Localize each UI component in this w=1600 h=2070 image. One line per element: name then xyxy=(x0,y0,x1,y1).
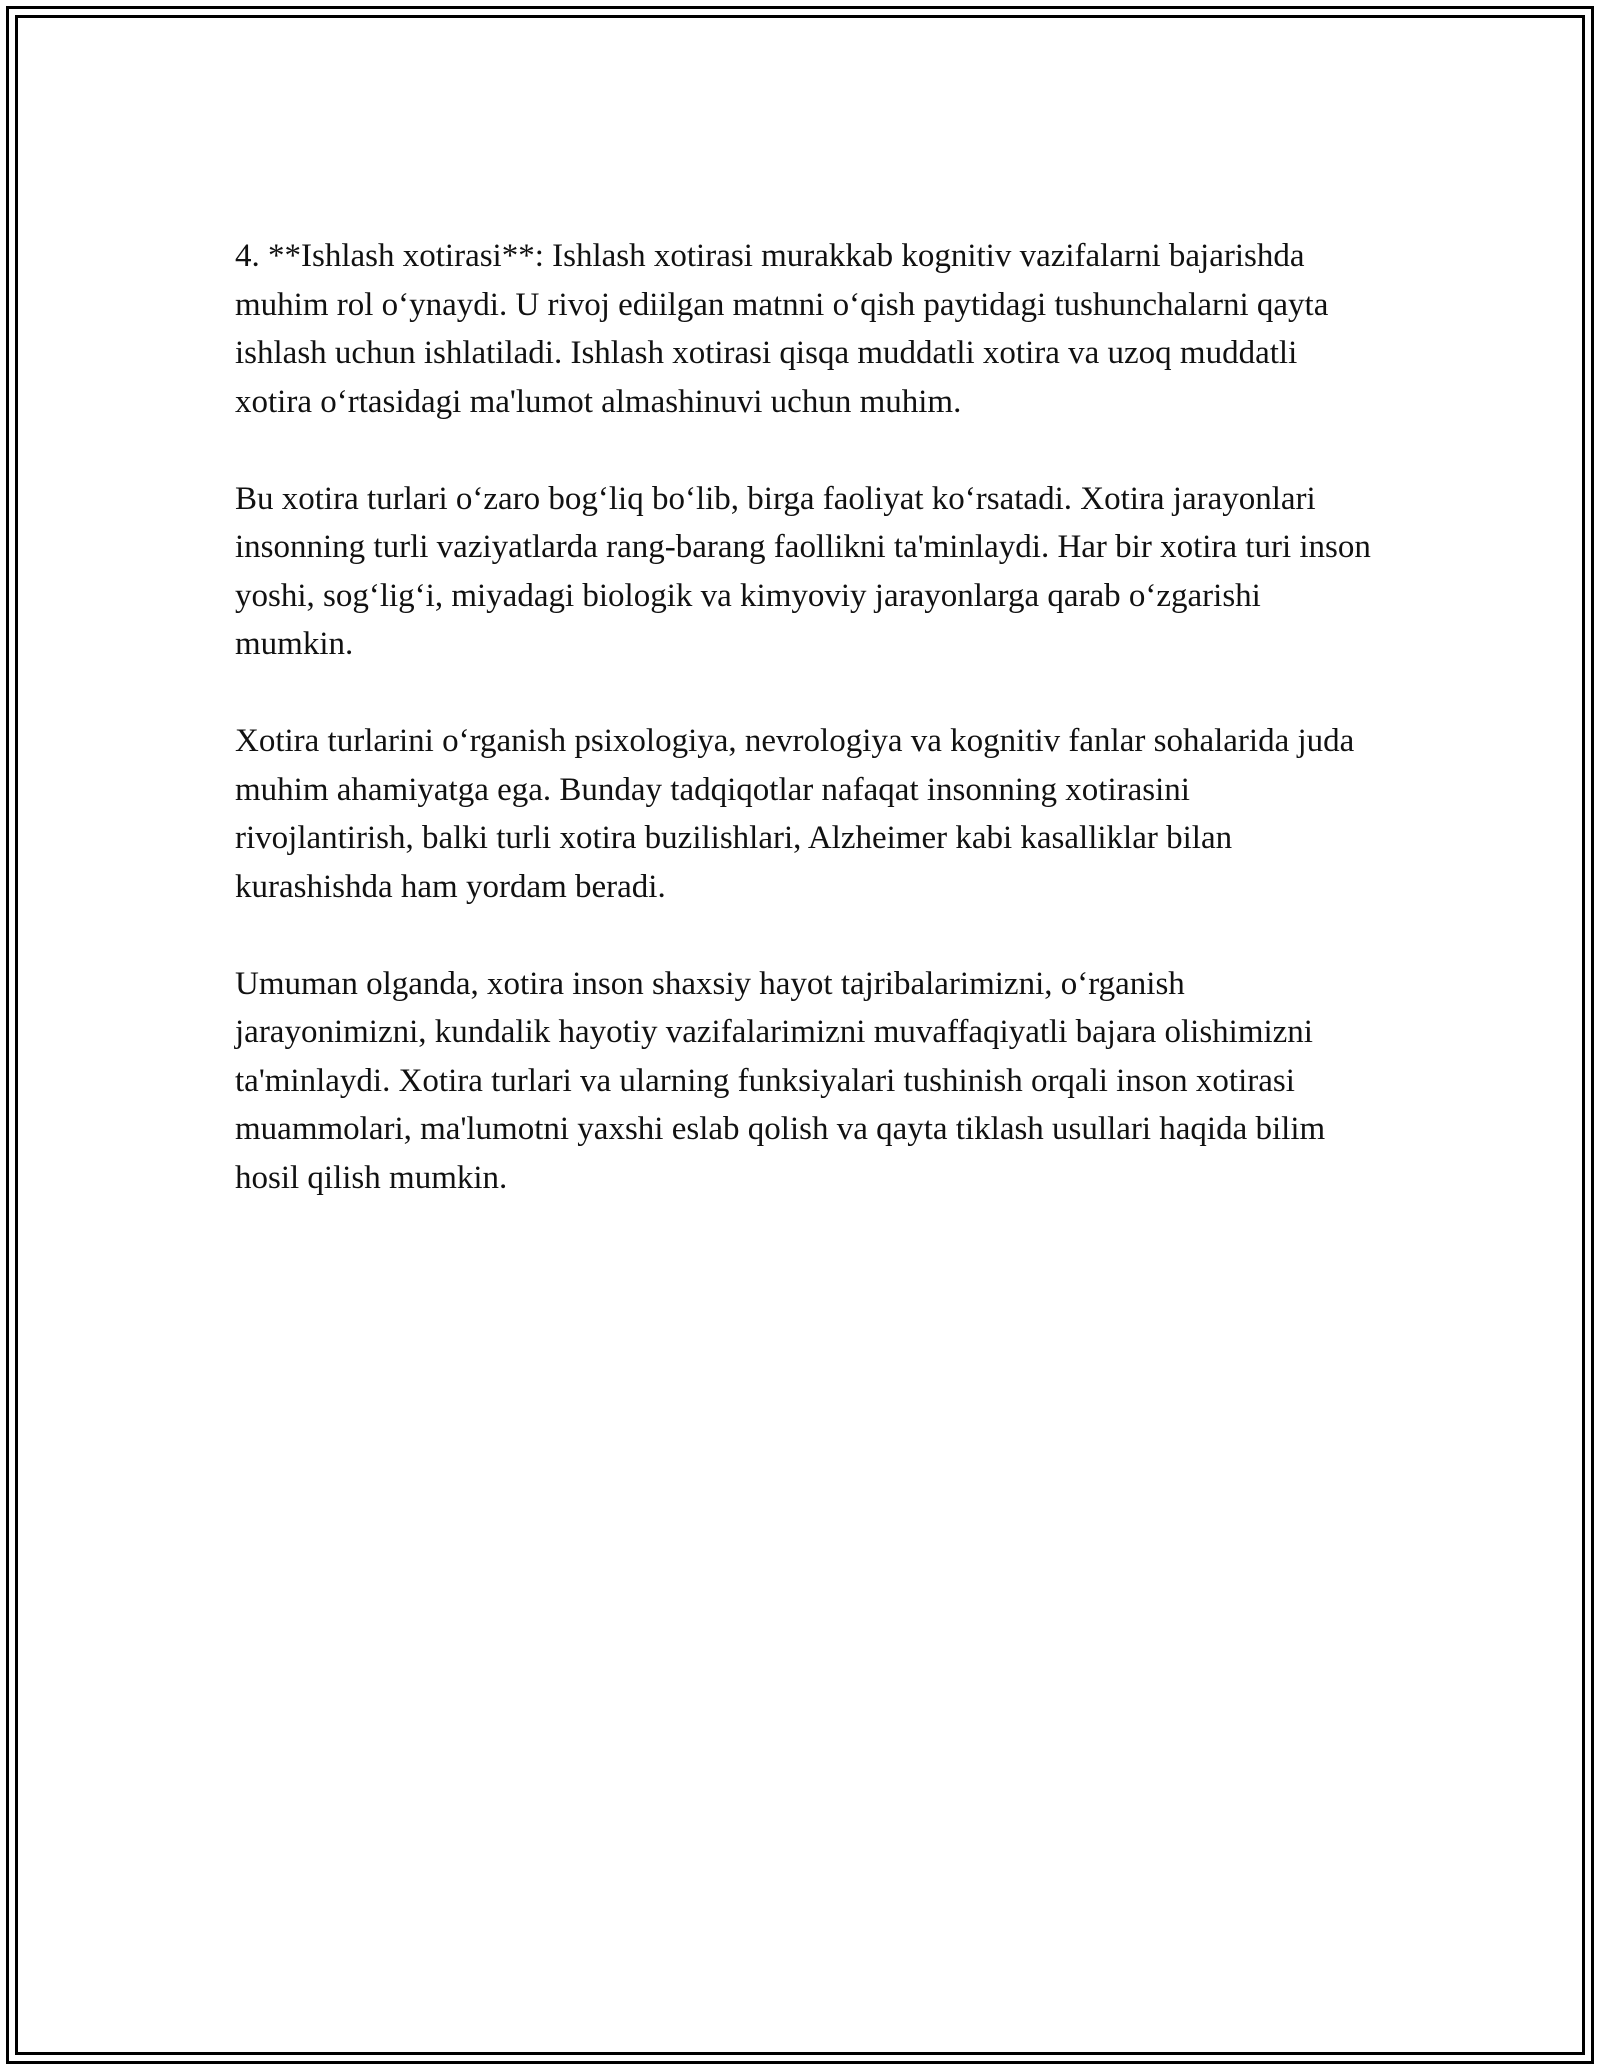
paragraph-working-memory: 4. **Ishlash xotirasi**: Ishlash xotirasi murakkab kognitiv vazifalarni bajarishda muhim rol o‘ynaydi. U rivoj ediilgan matnni o‘qish paytidagi tushunchalarni qayta ishlash uchun ishlatiladi. Ishlash xotirasi qisqa muddatli xotira va uzoq muddatli xotira o‘rtasidagi ma'lumot almashinuvi uchun muhim. xyxy=(235,238,1329,420)
document-body xyxy=(235,232,1375,1202)
paragraph-memory-types-interrelated: Bu xotira turlari o‘zaro bog‘liq bo‘lib, birga faoliyat ko‘rsatadi. Xotira jarayonlari insonning turli vaziyatlarda rang-barang faollikni ta'minlaydi. Har bir xotira turi inson yoshi, sog‘lig‘i, miyadagi biologik va kimyoviy jarayonlarga qarab o‘zgarishi mumkin. xyxy=(235,480,1371,662)
paragraph-conclusion: Umuman olganda, xotira inson shaxsiy hayot tajribalarimizni, o‘rganish jarayonimizni, kundalik hayotiy vazifalarimizni muvaffaqiyatli bajara olishimizni ta'minlaydi. Xotira turlari va ularning funksiyalari tushinish orqali inson xotirasi muammolari, ma'lumotni yaxshi eslab qolish va qayta tiklash usullari haqida bilim hosil qilish mumkin. xyxy=(235,965,1326,1196)
paragraph-memory-research: Xotira turlarini o‘rganish psixologiya, nevrologiya va kognitiv fanlar sohalarida juda muhim ahamiyatga ega. Bunday tadqiqotlar nafaqat insonning xotirasini rivojlantirish, balki turli xotira buzilishlari, Alzheimer kabi kasalliklar bilan kurashishda ham yordam beradi. xyxy=(235,723,1355,905)
